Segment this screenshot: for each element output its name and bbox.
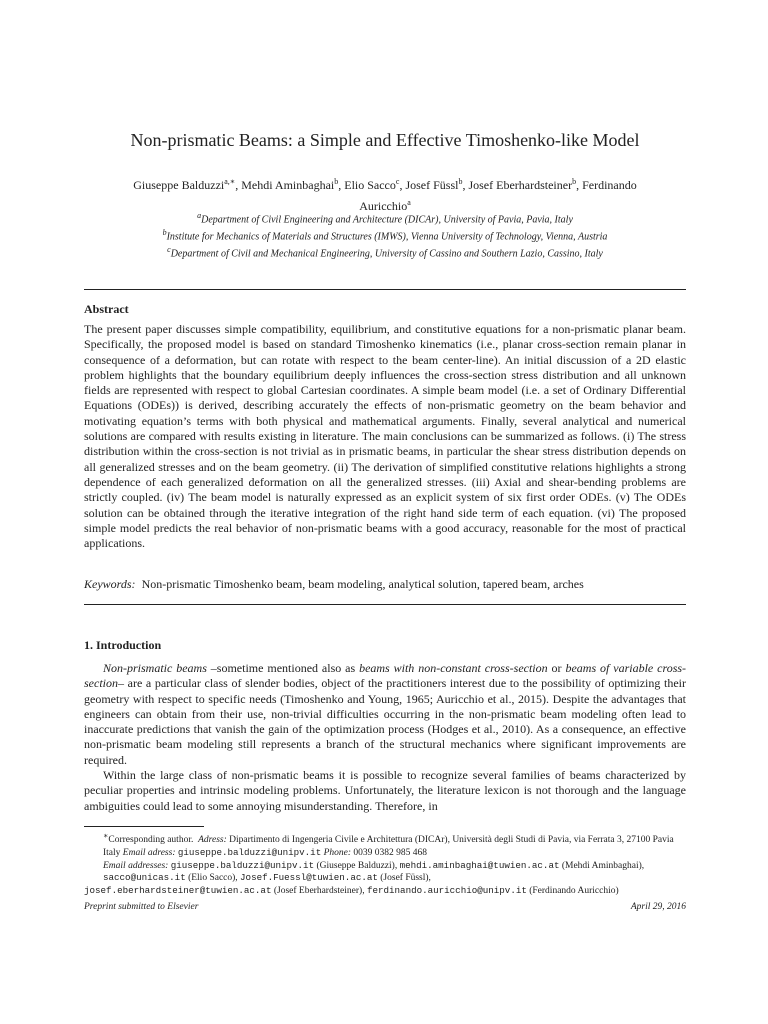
email-link[interactable]: giuseppe.balduzzi@unipv.it bbox=[170, 859, 315, 871]
author-name: Ferdinando bbox=[582, 178, 637, 192]
author-name: Josef Eberhardsteiner bbox=[468, 178, 573, 192]
introduction-body bbox=[84, 661, 686, 814]
paragraph: Within the large class of non-prismatic beams it is possible to recognize several families of beams characterized by peculiar properties and intrinsic modeling problems. Unfortunately, the literature lexicon is not thorough and the language ambiguities could lead to some annoying misunderstanding. Therefore, in bbox=[84, 768, 686, 813]
author-sup: c bbox=[395, 177, 400, 186]
keywords-text: Non-prismatic Timoshenko beam, beam modeling, analytical solution, tapered beam, arches bbox=[141, 577, 584, 591]
section-heading-introduction: 1. Introduction bbox=[84, 638, 162, 652]
author-sup: a bbox=[407, 198, 411, 207]
abstract-body: The present paper discusses simple compatibility, equilibrium, and constitutive equations for a non-prismatic planar beam. Specifically, the proposed model is based on standard Timoshenko kinematics (i.e., planar cross-section remain planar in consequence of a deformation, but can rotate with respect to the beam center-line). An initial discussion of a 2D elastic problem highlights that the boundary equilibrium deeply influences the cross-section stress distribution and all unknown fields are represented with respect to global Cartesian coordinates. A simple beam model (i.e. a set of Ordinary Differential Equations (ODEs)) is derived, describing accurately the effects of non-prismatic geometry on the beam behavior and motivating equation’s terms with both physical and mathematical arguments. Finally, several analytical and numerical solutions are compared with results existing in literature. The main conclusions can be summarized as follows. (i) The stress distribution within the cross-section is not trivial as in prismatic beams, in particular the shear stress distribution depends on all generalized stresses and on the beam geometry. (ii) The derivation of simplified constitutive relations highlights a strong dependence of each generalized deformation on all the generalized stresses. (iii) Axial and shear-bending problems are strictly coupled. (iv) The beam model is naturally expressed as an explicit system of six first order ODEs. (v) The ODEs solution can be obtained through the iterative integration of the right hand side term of each equation. (vi) The proposed simple model predicts the real behavior of non-prismatic beams with a good accuracy, reasonable for the most of practical applications. bbox=[84, 322, 686, 551]
author-name: Josef Füssl bbox=[405, 178, 459, 192]
abstract-heading: Abstract bbox=[84, 302, 129, 316]
author-list bbox=[84, 173, 686, 215]
abstract-bottom-rule bbox=[84, 604, 686, 605]
email-link[interactable]: mehdi.aminbaghai@tuwien.ac.at bbox=[399, 859, 560, 871]
footnote-rule bbox=[84, 826, 204, 827]
abstract-top-rule bbox=[84, 289, 686, 290]
email-link[interactable]: ferdinando.auricchio@unipv.it bbox=[366, 884, 527, 896]
email-link[interactable]: Josef.Fuessl@tuwien.ac.at bbox=[240, 872, 378, 884]
footnote bbox=[84, 830, 686, 898]
author-sup: a,∗ bbox=[224, 177, 236, 186]
footnote-corresponding: ∗Corresponding author. Adress: Dipartimento di Ingengeria Civile e Architettura (DICAr), Università degli Studi di Pavia, via Ferrata 3, 27100 Pavia Italy Email adress: giuseppe.balduzzi@unipv.it Phone: 0039 0382 985 468 bbox=[103, 831, 674, 858]
author-sup: b bbox=[572, 177, 577, 186]
paragraph: Non-prismatic beams –sometime mentioned also as beams with non-constant cross-section or beams of variable cross-section– are a particular class of slender bodies, object of the practitioners interest due to the possibility of optimizing their geometry with respect to specific needs (Timoshenko and Young, 1965; Auricchio et al., 2015). Despite the advantages that engineers can obtain from their use, non-trivial difficulties occurring in the non-prismatic beam modeling often lead to inaccurate predictions that vanish the gain of the optimization process (Hodges et al., 2010). As a consequence, an effective non-prismatic beam modeling still represents a branch of the structural mechanics where significant improvements are required. bbox=[84, 661, 687, 767]
author-name: Giuseppe Balduzzi bbox=[133, 178, 225, 192]
author-name: Elio Sacco bbox=[344, 178, 396, 192]
paper-page bbox=[84, 0, 686, 1024]
affiliation-list bbox=[84, 210, 686, 260]
keywords-line bbox=[84, 577, 686, 592]
footer-date: April 29, 2016 bbox=[630, 902, 686, 912]
author-sup: b bbox=[334, 177, 339, 186]
affiliation: $^b$Institute for Mechanics of Materials and Structures (IMWS), Vienna University of Technology, Vienna, Austria bbox=[162, 227, 608, 243]
author-sup: b bbox=[458, 177, 463, 186]
affiliation: $^a$Department of Civil Engineering and Architecture (DICAr), University of Pavia, Pavia, Italy bbox=[197, 211, 573, 226]
email-link[interactable]: josef.eberhardsteiner@tuwien.ac.at bbox=[84, 884, 272, 896]
affiliation: $^c$Department of Civil and Mechanical Engineering, University of Cassino and Southern Lazio, Cassino, Italy bbox=[167, 244, 603, 259]
footnote-emails: Email addresses: giuseppe.balduzzi@unipv.it (Giuseppe Balduzzi), mehdi.aminbaghai@tuwien.ac.at (Mehdi Aminbaghai), sacco@unicas.it (Elio Sacco), Josef.Fuessl@tuwien.ac.at (Josef Füssl), josef.eberhardsteiner@tuwien.ac.at (Josef Eberhardsteiner), ferdinando.auricchio@unipv.it (Ferdinando Auricchio) bbox=[84, 859, 645, 896]
footer-preprint: Preprint submitted to Elsevier bbox=[84, 902, 199, 912]
paper-title: Non-prismatic Beams: a Simple and Effective Timoshenko-like Model bbox=[130, 130, 640, 150]
email-link[interactable]: giuseppe.balduzzi@unipv.it bbox=[177, 846, 322, 858]
author-name: Mehdi Aminbaghai bbox=[241, 178, 335, 192]
author-name: Auricchio bbox=[359, 199, 408, 213]
email-link[interactable]: sacco@unicas.it bbox=[103, 872, 186, 884]
author-line-1: Giuseppe Balduzzi$^{a,∗}$, Mehdi Aminbaghai$^b$, Elio Sacco$^c$, Josef Füssl$^b$, Josef Eberhardsteiner$^b$, Ferdinando bbox=[133, 177, 637, 192]
keywords-label: Keywords: bbox=[84, 577, 136, 591]
